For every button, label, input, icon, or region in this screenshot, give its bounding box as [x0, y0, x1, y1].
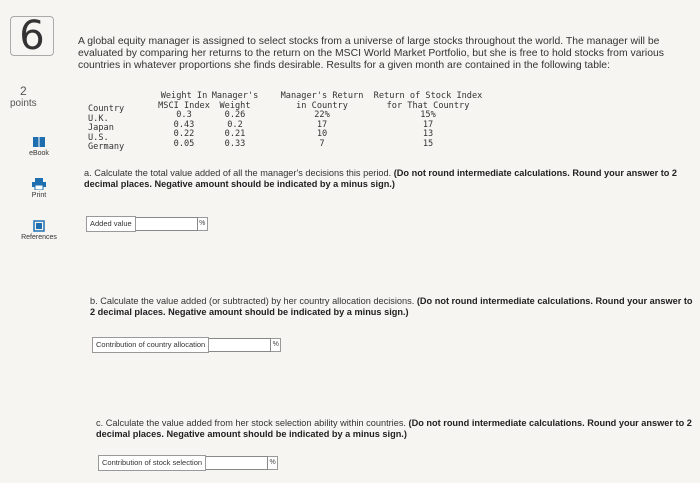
- table-cell: 0.33: [224, 138, 246, 149]
- table-cell: 0.3: [176, 110, 192, 121]
- table-cell: 0.2: [227, 119, 243, 130]
- ebook-button[interactable]: [14, 136, 64, 157]
- added-value-label: Added value: [86, 216, 136, 232]
- points-label: points: [10, 98, 37, 109]
- percent-unit: %: [198, 217, 208, 231]
- added-value-input[interactable]: [136, 217, 198, 231]
- part-a-instructions: (Do not round intermediate calculations. Round your answer to 2 decimal places. Negative amount should be indicated by a minus sign.): [84, 168, 678, 189]
- table-cell: U.S.: [88, 132, 109, 143]
- col-index-return: [370, 92, 486, 150]
- part-c-instructions: (Do not round intermediate calculations. Round your answer to 2 decimal places. Negative amount should be indicated by a minus sign.): [96, 418, 692, 439]
- part-b-instructions: (Do not round intermediate calculations. Round your answer to 2 decimal places. Negative amount should be indicated by a minus sign.): [90, 296, 693, 317]
- table-cell: 22%: [314, 110, 330, 121]
- printer-icon: [32, 178, 46, 190]
- table-cell: 17: [422, 119, 434, 130]
- country-allocation-label: Contribution of country allocation: [92, 337, 209, 353]
- part-a-question: [84, 168, 684, 190]
- percent-unit: %: [268, 456, 278, 470]
- table-cell: 15: [422, 138, 434, 149]
- points-indicator: [10, 84, 37, 109]
- table-header: Weight In MSCI Index: [158, 91, 210, 111]
- percent-unit: %: [271, 338, 281, 352]
- table-cell: 10: [316, 129, 328, 140]
- table-cell: Germany: [88, 142, 125, 153]
- part-b-answer-row: [92, 337, 281, 353]
- part-c-answer-row: [98, 455, 278, 471]
- part-b-question: [90, 296, 696, 318]
- table-header: Return of Stock Index for That Country: [373, 91, 483, 111]
- country-allocation-input[interactable]: [209, 338, 271, 352]
- col-manager-weight: [206, 92, 264, 150]
- question-intro: A global equity manager is assigned to select stocks from a universe of large stocks throughout the world. The manager will be evaluated by comparing her returns to the return on the MSCI World Market Portfolio, but she is free to hold stocks from various countries in whatever proportions she finds desirable. Results for a given month are contained in the following table:: [78, 36, 664, 71]
- print-label: Print: [31, 192, 47, 199]
- part-c-text: c. Calculate the value added from her stock selection ability within countries.: [96, 418, 409, 428]
- points-value: 2: [20, 84, 27, 98]
- stock-selection-input[interactable]: [206, 456, 268, 470]
- stock-selection-label: Contribution of stock selection: [98, 455, 206, 471]
- table-cell: 0.26: [224, 110, 246, 121]
- references-button[interactable]: [14, 220, 64, 241]
- part-a-text: a. Calculate the total value added of all the manager's decisions this period.: [84, 168, 394, 178]
- question-number: 6: [10, 16, 54, 56]
- part-c-question: [96, 418, 692, 440]
- table-cell: 0.22: [173, 129, 195, 140]
- table-cell: U.K.: [88, 113, 109, 124]
- table-cell: Japan: [88, 123, 114, 134]
- references-icon: [32, 220, 46, 232]
- col-manager-return: [272, 92, 372, 150]
- table-cell: 0.21: [224, 129, 246, 140]
- table-cell: 0.05: [173, 138, 195, 149]
- part-a-answer-row: [86, 216, 208, 232]
- print-button[interactable]: [14, 178, 64, 199]
- table-cell: 17: [316, 119, 328, 130]
- table-header: Manager's Weight: [211, 91, 259, 111]
- table-cell: 7: [319, 138, 325, 149]
- table-header: Manager's Return in Country: [280, 91, 364, 111]
- table-cell: 15%: [420, 110, 436, 121]
- book-icon: [32, 136, 46, 148]
- ebook-label: eBook: [29, 150, 49, 157]
- references-label: References: [21, 234, 57, 241]
- part-b-text: b. Calculate the value added (or subtracted) by her country allocation decisions.: [90, 296, 417, 306]
- table-header: Country: [88, 104, 125, 114]
- table-cell: 13: [422, 129, 434, 140]
- col-country: [88, 105, 124, 153]
- table-cell: 0.43: [173, 119, 195, 130]
